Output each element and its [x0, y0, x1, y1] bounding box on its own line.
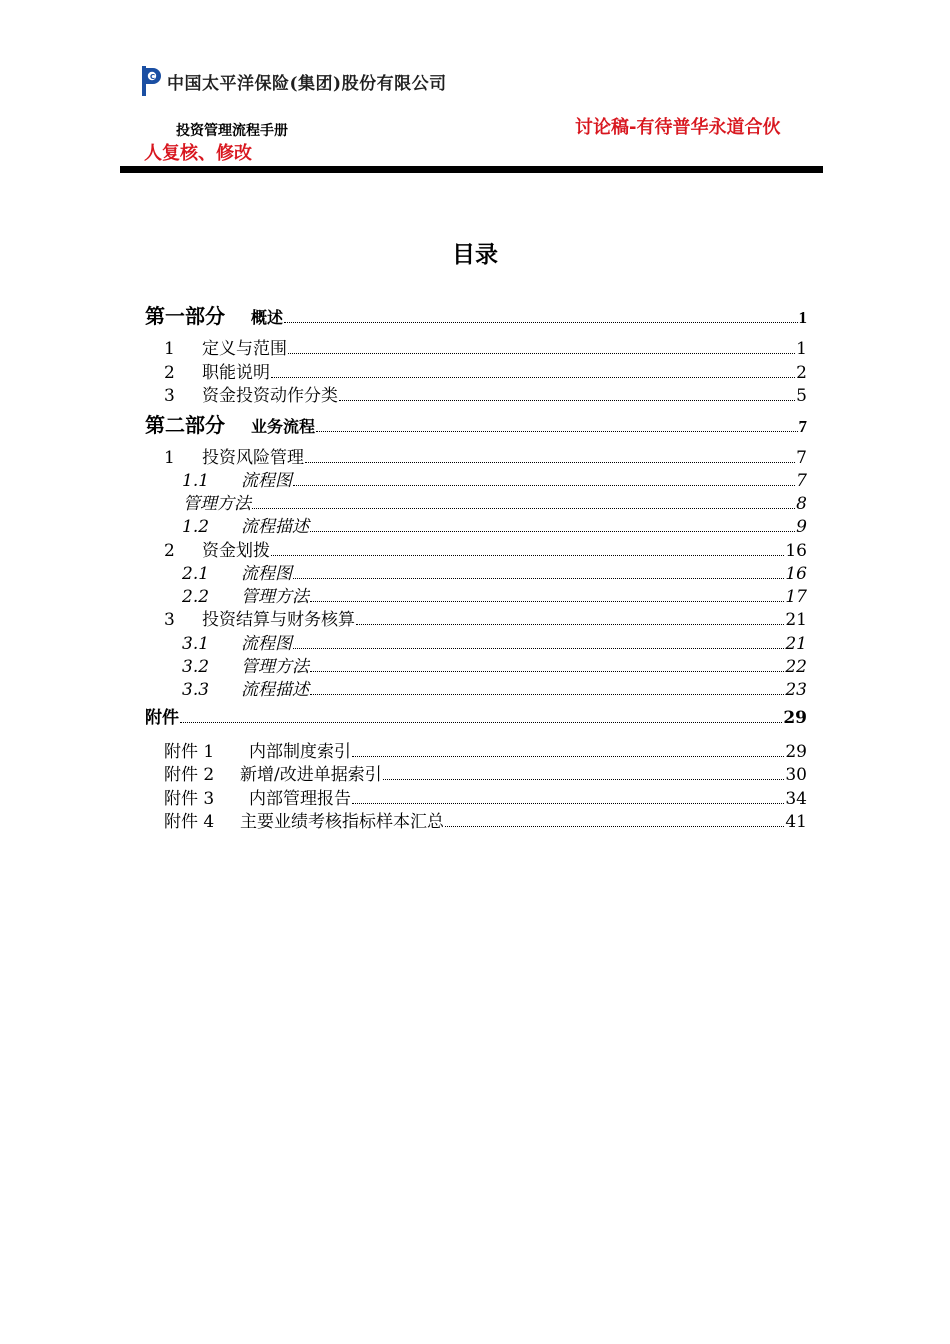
toc-entry[interactable]	[145, 675, 807, 701]
section-1-entries	[145, 466, 807, 536]
dot-leader	[445, 826, 784, 827]
dot-leader	[316, 431, 797, 432]
entry-number: 1	[164, 339, 175, 359]
toc-entry[interactable]	[145, 489, 807, 515]
toc-entry-section-2[interactable]	[145, 536, 807, 560]
entry-number: 附件 1	[164, 741, 215, 762]
entry-title: 投资结算与财务核算	[202, 610, 355, 631]
page-number: 21	[785, 633, 807, 654]
toc-entry[interactable]	[145, 582, 807, 608]
entry-title: 职能说明	[202, 362, 270, 383]
part-title: 业务流程	[251, 416, 316, 436]
toc-entry[interactable]	[145, 737, 807, 761]
dot-leader	[293, 485, 795, 486]
entry-title: 流程图	[241, 633, 292, 654]
toc-entry[interactable]	[145, 358, 807, 382]
entry-title: 流程图	[241, 564, 292, 585]
toc-heading: 目录	[452, 242, 498, 268]
page-number: 16	[785, 564, 807, 585]
cpic-logo-icon	[142, 66, 161, 96]
entry-number: 1	[164, 447, 175, 468]
entry-title: 内部制度索引	[249, 741, 351, 762]
entry-title: 资金投资动作分类	[202, 386, 338, 406]
page-number: 34	[785, 788, 807, 809]
entry-number: 3.2	[182, 657, 210, 678]
company-name: 中国太平洋保险(集团)股份有限公司	[167, 73, 447, 94]
page-number: 7	[796, 447, 807, 468]
dot-leader	[310, 601, 784, 602]
entry-number: 附件 2	[164, 765, 215, 785]
entry-number: 附件 4	[164, 812, 215, 832]
part-label: 第二部分	[145, 412, 225, 437]
page-number: 23	[785, 680, 807, 701]
page-number: 29	[785, 741, 807, 762]
page-number: 7	[796, 471, 807, 491]
toc-entry[interactable]	[145, 784, 807, 808]
dot-leader	[252, 508, 795, 509]
entry-number: 2.2	[182, 587, 210, 608]
dot-leader	[271, 377, 795, 378]
dot-leader	[293, 578, 784, 579]
entry-title: 新增/改进单据索引	[240, 765, 382, 785]
toc-entry[interactable]	[145, 807, 807, 831]
table-of-contents	[145, 300, 807, 831]
entry-title: 资金划拨	[202, 540, 270, 561]
toc-entry[interactable]	[145, 512, 807, 538]
svg-text:C: C	[150, 73, 156, 81]
entry-number: 1.2	[182, 517, 210, 538]
dot-leader	[271, 555, 784, 556]
page-number: 8	[796, 494, 807, 515]
page-number: 16	[785, 540, 807, 561]
page-number: 17	[785, 587, 807, 608]
page-number: 41	[785, 812, 807, 832]
part1-entries	[145, 334, 807, 405]
toc-entry[interactable]	[145, 466, 807, 489]
entry-title: 管理方法	[241, 657, 309, 678]
toc-entry[interactable]	[145, 559, 807, 585]
toc-entry[interactable]	[145, 381, 807, 405]
entry-number: 2	[164, 362, 175, 383]
dot-leader	[310, 671, 784, 672]
entry-number: 2	[164, 540, 175, 561]
entry-number: 附件 3	[164, 788, 215, 809]
header-rule	[120, 166, 823, 173]
appendix-title: 附件	[145, 707, 179, 728]
toc-entry[interactable]	[145, 629, 807, 652]
entry-number: 3.1	[182, 633, 210, 654]
dot-leader	[352, 756, 784, 757]
toc-entry-appendix[interactable]	[145, 703, 807, 737]
toc-entry[interactable]	[145, 760, 807, 784]
entry-title: 投资风险管理	[202, 447, 304, 468]
entry-title: 管理方法	[183, 494, 251, 515]
toc-entry-section-1[interactable]	[145, 443, 807, 467]
toc-entry[interactable]	[145, 652, 807, 678]
entry-title: 内部管理报告	[249, 788, 351, 809]
toc-entry-part2[interactable]	[145, 409, 807, 443]
toc-entry-part1[interactable]	[145, 300, 807, 334]
entry-title: 流程图	[241, 471, 292, 491]
page-number: 2	[796, 362, 807, 383]
entry-title: 流程描述	[241, 680, 309, 701]
page-number: 9	[796, 517, 807, 538]
page-number: 1	[796, 339, 807, 359]
entry-title: 定义与范围	[202, 339, 287, 359]
dot-leader	[310, 694, 784, 695]
page-number: 29	[783, 707, 807, 728]
dot-leader	[310, 531, 795, 532]
dot-leader	[339, 400, 795, 401]
entry-title: 流程描述	[241, 517, 309, 538]
toc-entry[interactable]	[145, 334, 807, 358]
toc-entry-section-3[interactable]	[145, 605, 807, 629]
dot-leader	[305, 462, 795, 463]
entry-number: 3	[164, 610, 175, 631]
part-title: 概述	[251, 308, 284, 327]
entry-number: 1.1	[182, 471, 210, 491]
dot-leader	[288, 353, 795, 354]
section-3-entries	[145, 629, 807, 699]
entry-title: 主要业绩考核指标样本汇总	[240, 812, 444, 832]
dot-leader	[383, 779, 785, 780]
entry-number: 3.3	[182, 680, 210, 701]
part-label: 第一部分	[145, 304, 225, 328]
dot-leader	[356, 624, 784, 625]
entry-number: 3	[164, 386, 175, 406]
entry-title: 管理方法	[241, 587, 309, 608]
dot-leader	[293, 648, 784, 649]
dot-leader	[284, 322, 797, 323]
page-number: 30	[785, 765, 807, 785]
page-number: 5	[796, 386, 807, 406]
attachment-entries	[145, 737, 807, 831]
entry-number: 2.1	[182, 564, 210, 585]
draft-note: 讨论稿-有待普华永道合伙人复核、修改	[144, 117, 781, 164]
dot-leader	[180, 722, 782, 723]
page-number: 22	[785, 657, 807, 678]
page-number: 7	[798, 416, 807, 436]
company-logo	[142, 61, 447, 101]
document-title: 投资管理流程手册	[176, 123, 288, 139]
section-2-entries	[145, 559, 807, 608]
page-number: 1	[798, 308, 807, 327]
dot-leader	[352, 803, 784, 804]
page-number: 21	[785, 610, 807, 631]
